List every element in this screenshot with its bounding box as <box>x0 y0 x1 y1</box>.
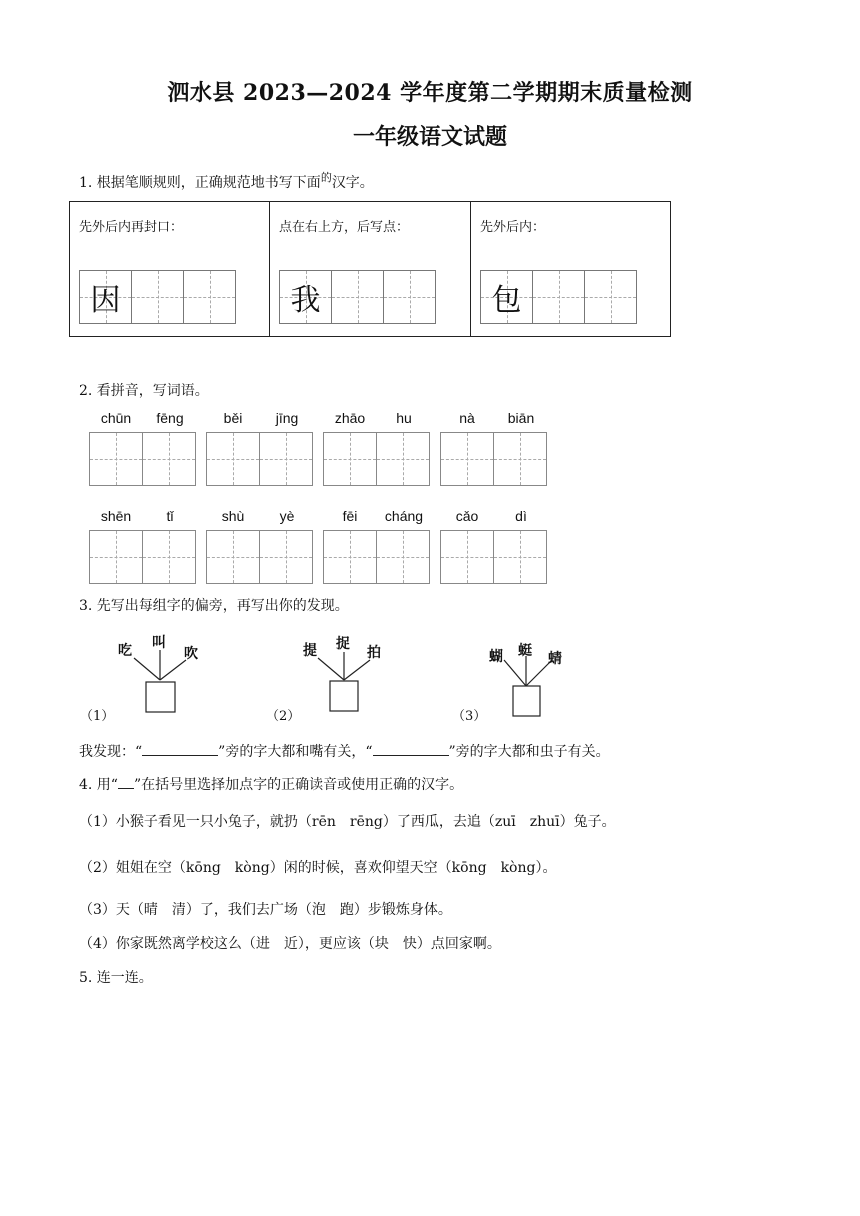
pinyin-group <box>323 410 431 486</box>
pinyin: běi <box>223 410 243 426</box>
writing-box[interactable] <box>206 432 260 486</box>
writing-grid <box>79 270 235 324</box>
q2-prompt: 2. 看拼音，写词语。 <box>79 383 209 399</box>
writing-box[interactable] <box>131 270 184 324</box>
answer-box <box>146 682 175 712</box>
answer-box <box>330 681 358 711</box>
writing-box[interactable] <box>584 270 637 324</box>
pinyin-group <box>440 410 548 486</box>
pinyin: fēng <box>156 410 184 426</box>
exam-title: 泗水县 2023—2024 学年度第二学期期末质量检测 <box>167 80 693 106</box>
answer-box <box>513 686 540 716</box>
group-char: 拍 <box>367 645 381 661</box>
writing-box[interactable] <box>376 530 430 584</box>
pinyin-group <box>323 508 431 584</box>
q4-prompt: 4. 用“ ”在括号里选择加点字的正确读音或使用正确的汉字。 <box>79 777 464 793</box>
writing-box[interactable] <box>89 530 143 584</box>
pinyin-group <box>89 508 197 584</box>
q1-table <box>69 201 671 337</box>
pinyin: shù <box>221 508 245 524</box>
writing-box[interactable] <box>493 530 547 584</box>
group-char: 叫 <box>152 635 166 651</box>
q1-cell <box>471 202 670 336</box>
sample-char: 因 <box>90 283 121 318</box>
sample-char: 我 <box>290 283 321 318</box>
writing-box[interactable] <box>183 270 236 324</box>
group-number: （2） <box>266 709 301 724</box>
group-number: （3） <box>452 709 487 724</box>
pinyin-group <box>89 410 197 486</box>
group-char: 吹 <box>184 646 198 662</box>
q3-finding: 我发现：“ ”旁的字大都和嘴有关，“ ”旁的字大都和虫子有关。 <box>79 744 610 760</box>
writing-grid <box>279 270 435 324</box>
q1-cell-label: 先外后内： <box>480 220 546 235</box>
writing-box[interactable] <box>279 270 332 324</box>
group-char: 捉 <box>336 636 350 652</box>
underline-sample <box>118 776 134 789</box>
fill-blank[interactable] <box>373 743 449 756</box>
writing-box[interactable] <box>259 530 313 584</box>
writing-box[interactable] <box>440 530 494 584</box>
q1-cell-label: 先外后内再封口： <box>79 220 184 235</box>
fill-blank[interactable] <box>142 743 218 756</box>
q1-cell <box>270 202 471 336</box>
pinyin-group <box>206 410 314 486</box>
writing-box[interactable] <box>79 270 132 324</box>
group-number: （1） <box>80 709 115 724</box>
pinyin-group <box>440 508 548 584</box>
writing-grid <box>480 270 636 324</box>
sample-char: 包 <box>491 283 522 318</box>
pinyin: dì <box>515 508 527 524</box>
pinyin: hu <box>396 410 412 426</box>
writing-box[interactable] <box>89 432 143 486</box>
writing-box[interactable] <box>323 530 377 584</box>
pinyin: yè <box>279 508 295 524</box>
q1-prompt: 1. 根据笔顺规则，正确规范地书写下面$^的$汉字。 <box>79 171 374 191</box>
group-char: 蜓 <box>518 643 532 659</box>
group-char: 提 <box>303 643 317 659</box>
q4-item: （3）天（晴 清）了，我们去广场（泡 跑）步锻炼身体。 <box>79 902 452 918</box>
writing-box[interactable] <box>323 432 377 486</box>
q1-cell <box>70 202 270 336</box>
pinyin: cháng <box>384 508 424 524</box>
group-char: 蜻 <box>548 651 562 667</box>
writing-box[interactable] <box>331 270 384 324</box>
q1-cell-label: 点在右上方，后写点： <box>279 220 410 235</box>
pinyin: tǐ <box>166 508 174 524</box>
writing-box[interactable] <box>206 530 260 584</box>
pinyin: fēi <box>342 508 358 524</box>
writing-box[interactable] <box>383 270 436 324</box>
writing-box[interactable] <box>493 432 547 486</box>
writing-box[interactable] <box>259 432 313 486</box>
writing-box[interactable] <box>480 270 533 324</box>
pinyin: jīng <box>275 410 299 426</box>
pinyin: chūn <box>100 410 132 426</box>
pinyin: cǎo <box>455 508 479 524</box>
writing-box[interactable] <box>532 270 585 324</box>
writing-box[interactable] <box>376 432 430 486</box>
exam-subtitle: 一年级语文试题 <box>352 124 507 150</box>
writing-box[interactable] <box>142 530 196 584</box>
q3-prompt: 3. 先写出每组字的偏旁，再写出你的发现。 <box>79 598 349 614</box>
q4-item: （1）小猴子看见一只小兔子，就扔（rēn rēng）了西瓜，去追（zuī zhuī）兔子。 <box>79 814 616 830</box>
pinyin: nà <box>459 410 475 426</box>
q5-prompt: 5. 连一连。 <box>79 970 153 986</box>
group-char: 吃 <box>118 643 132 659</box>
writing-box[interactable] <box>142 432 196 486</box>
writing-box[interactable] <box>440 432 494 486</box>
q4-item: （2）姐姐在空（kōng kòng）闲的时候，喜欢仰望天空（kōng kòng）。 <box>79 860 557 876</box>
q4-item: （4）你家既然离学校这么（进 近），更应该（块 快）点回家啊。 <box>79 936 501 952</box>
pinyin-group <box>206 508 314 584</box>
pinyin: shēn <box>100 508 132 524</box>
pinyin: biān <box>507 410 535 426</box>
pinyin: zhāo <box>334 410 366 426</box>
group-char: 蝴 <box>489 649 503 665</box>
